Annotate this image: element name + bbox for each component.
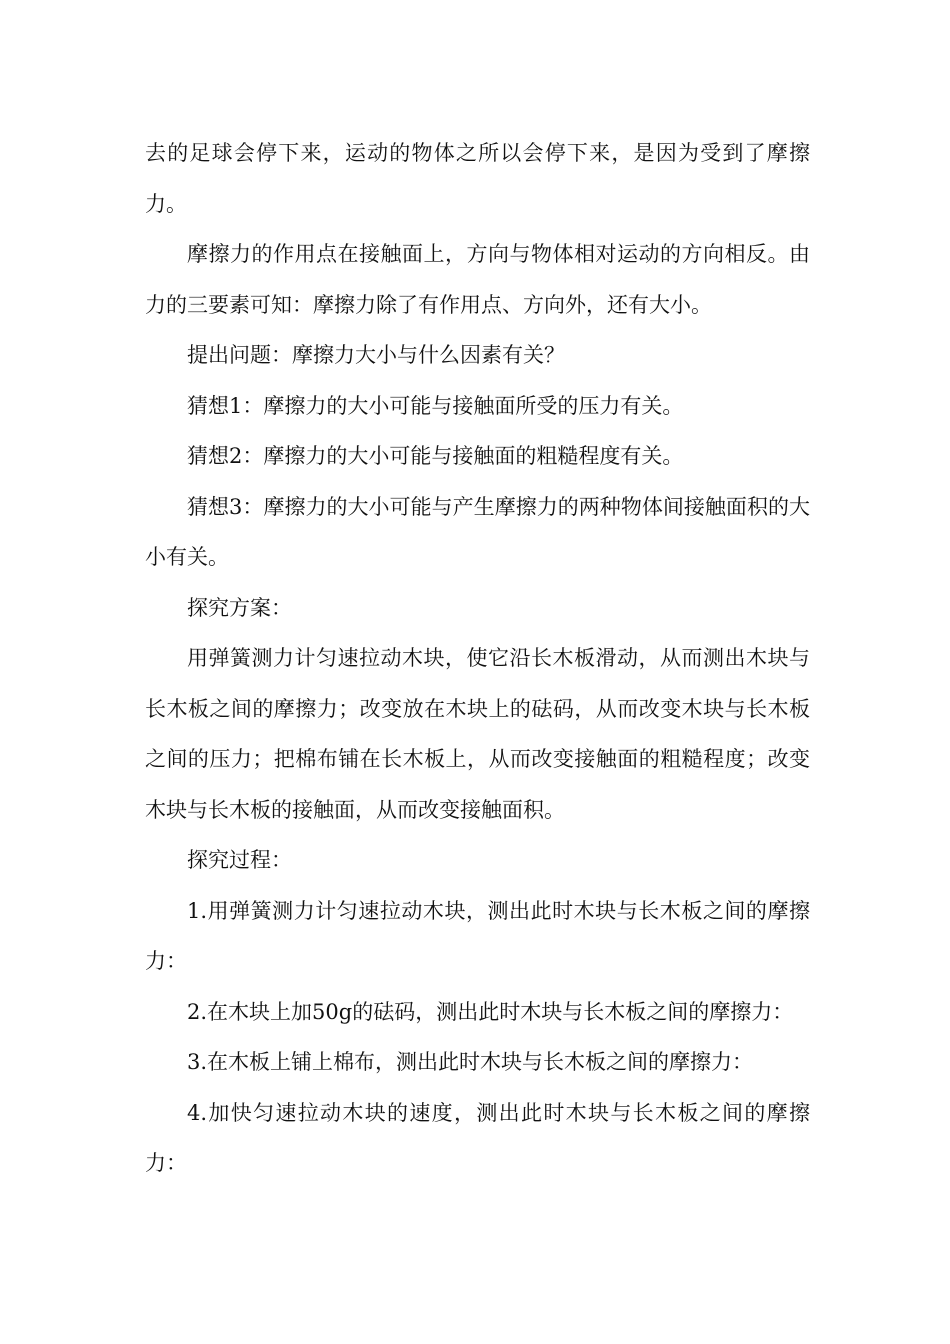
paragraph-friction-direction: 摩擦力的作用点在接触面上，方向与物体相对运动的方向相反。由力的三要素可知：摩擦力除了有作用点、方向外，还有大小。 bbox=[145, 242, 810, 317]
paragraph-hypothesis-3: 猜想3：摩擦力的大小可能与产生摩擦力的两种物体间接触面积的大小有关。 bbox=[145, 494, 810, 569]
paragraph-step-4: 4.加快匀速拉动木块的速度，测出此时木块与长木板之间的摩擦力： bbox=[145, 1100, 810, 1175]
paragraph-process-heading: 探究过程： bbox=[187, 848, 292, 872]
paragraph-question: 提出问题：摩擦力大小与什么因素有关？ bbox=[187, 343, 565, 367]
paragraph-hypothesis-2: 猜想2：摩擦力的大小可能与接触面的粗糙程度有关。 bbox=[187, 444, 684, 468]
paragraph-step-3: 3.在木板上铺上棉布，测出此时木块与长木板之间的摩擦力： bbox=[187, 1050, 754, 1074]
paragraph-step-2: 2.在木块上加50g的砝码，测出此时木块与长木板之间的摩擦力： bbox=[187, 999, 794, 1024]
document-body bbox=[145, 128, 810, 1189]
paragraph-plan-body: 用弹簧测力计匀速拉动木块，使它沿长木板滑动，从而测出木块与长木板之间的摩擦力；改变放在木块上的砝码，从而改变木块与长木板之间的压力；把棉布铺在长木板上，从而改变接触面的粗糙程度；改变木块与长木板的接触面，从而改变接触面积。 bbox=[145, 646, 810, 822]
paragraph-plan-heading: 探究方案： bbox=[187, 595, 292, 620]
paragraph-continuation: 去的足球会停下来，运动的物体之所以会停下来，是因为受到了摩擦力。 bbox=[145, 141, 810, 216]
paragraph-hypothesis-1: 猜想1：摩擦力的大小可能与接触面所受的压力有关。 bbox=[187, 393, 684, 418]
paragraph-step-1: 1.用弹簧测力计匀速拉动木块，测出此时木块与长木板之间的摩擦力： bbox=[145, 898, 810, 973]
